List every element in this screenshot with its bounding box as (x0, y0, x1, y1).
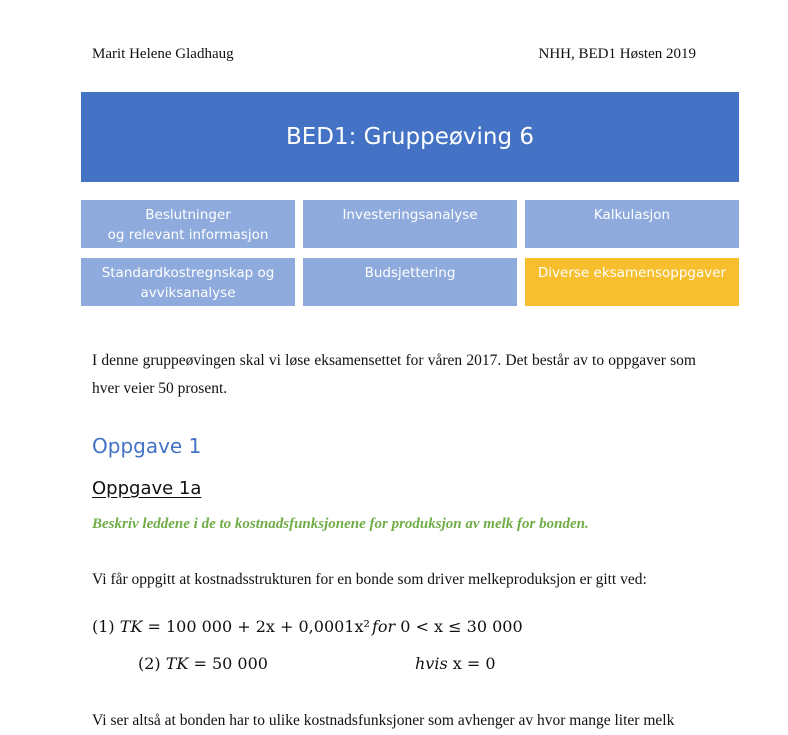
tile-diverse-eksamensoppgaver[interactable]: Diverse eksamensoppgaver (525, 258, 739, 306)
equation-2-cond-word: hvis (415, 654, 448, 673)
equation-2-expr: = 50 000 (193, 654, 268, 673)
tile-standardkostregnskap[interactable]: Standardkostregnskap og avviksanalyse (81, 258, 295, 306)
body-paragraph-2: Vi ser altså at bonden har to ulike kostnadsfunksjoner som avhenger av hvor mange liter melk (92, 712, 675, 729)
equation-1-tk: TK (119, 617, 143, 636)
tile-investeringsanalyse[interactable]: Investeringsanalyse (303, 200, 517, 248)
page-title: BED1: Gruppeøving 6 (285, 124, 535, 150)
intro-paragraph: I denne gruppeøvingen skal vi løse eksamensettet for våren 2017. Det består av to oppgaver som hver veier 50 prosent. (92, 352, 696, 397)
heading-oppgave-1a: Oppgave 1a (92, 478, 202, 499)
equation-2 (138, 654, 268, 673)
tile-kalkulasjon[interactable]: Kalkulasjon (525, 200, 739, 248)
equation-1-cond-word: for (372, 617, 396, 636)
heading-oppgave-1: Oppgave 1 (92, 434, 202, 458)
equation-2-label: (2) (138, 654, 161, 673)
body-paragraph-1: Vi får oppgitt at kostnadsstrukturen for en bonde som driver melkeproduksjon er gitt ved: (92, 571, 647, 588)
equation-1-label: (1) (92, 617, 115, 636)
equation-2-tk: TK (165, 654, 189, 673)
header-author: Marit Helene Gladhaug (92, 46, 234, 62)
equation-1-condition (372, 617, 523, 636)
equation-2-cond: x = 0 (452, 654, 496, 673)
equation-1-cond: 0 < x ≤ 30 000 (400, 617, 523, 636)
equation-1-expr: = 100 000 + 2x + 0,0001x² (147, 617, 370, 636)
title-banner (81, 92, 739, 182)
tile-beslutninger[interactable]: Beslutninger og relevant informasjon (81, 200, 295, 248)
equation-2-condition (415, 654, 496, 673)
equation-1 (92, 617, 370, 636)
task-text: Beskriv leddene i de to kostnadsfunksjonene for produksjon av melk for bonden. (92, 516, 589, 532)
tile-budsjettering[interactable]: Budsjettering (303, 258, 517, 306)
header-course: NHH, BED1 Høsten 2019 (538, 46, 696, 62)
